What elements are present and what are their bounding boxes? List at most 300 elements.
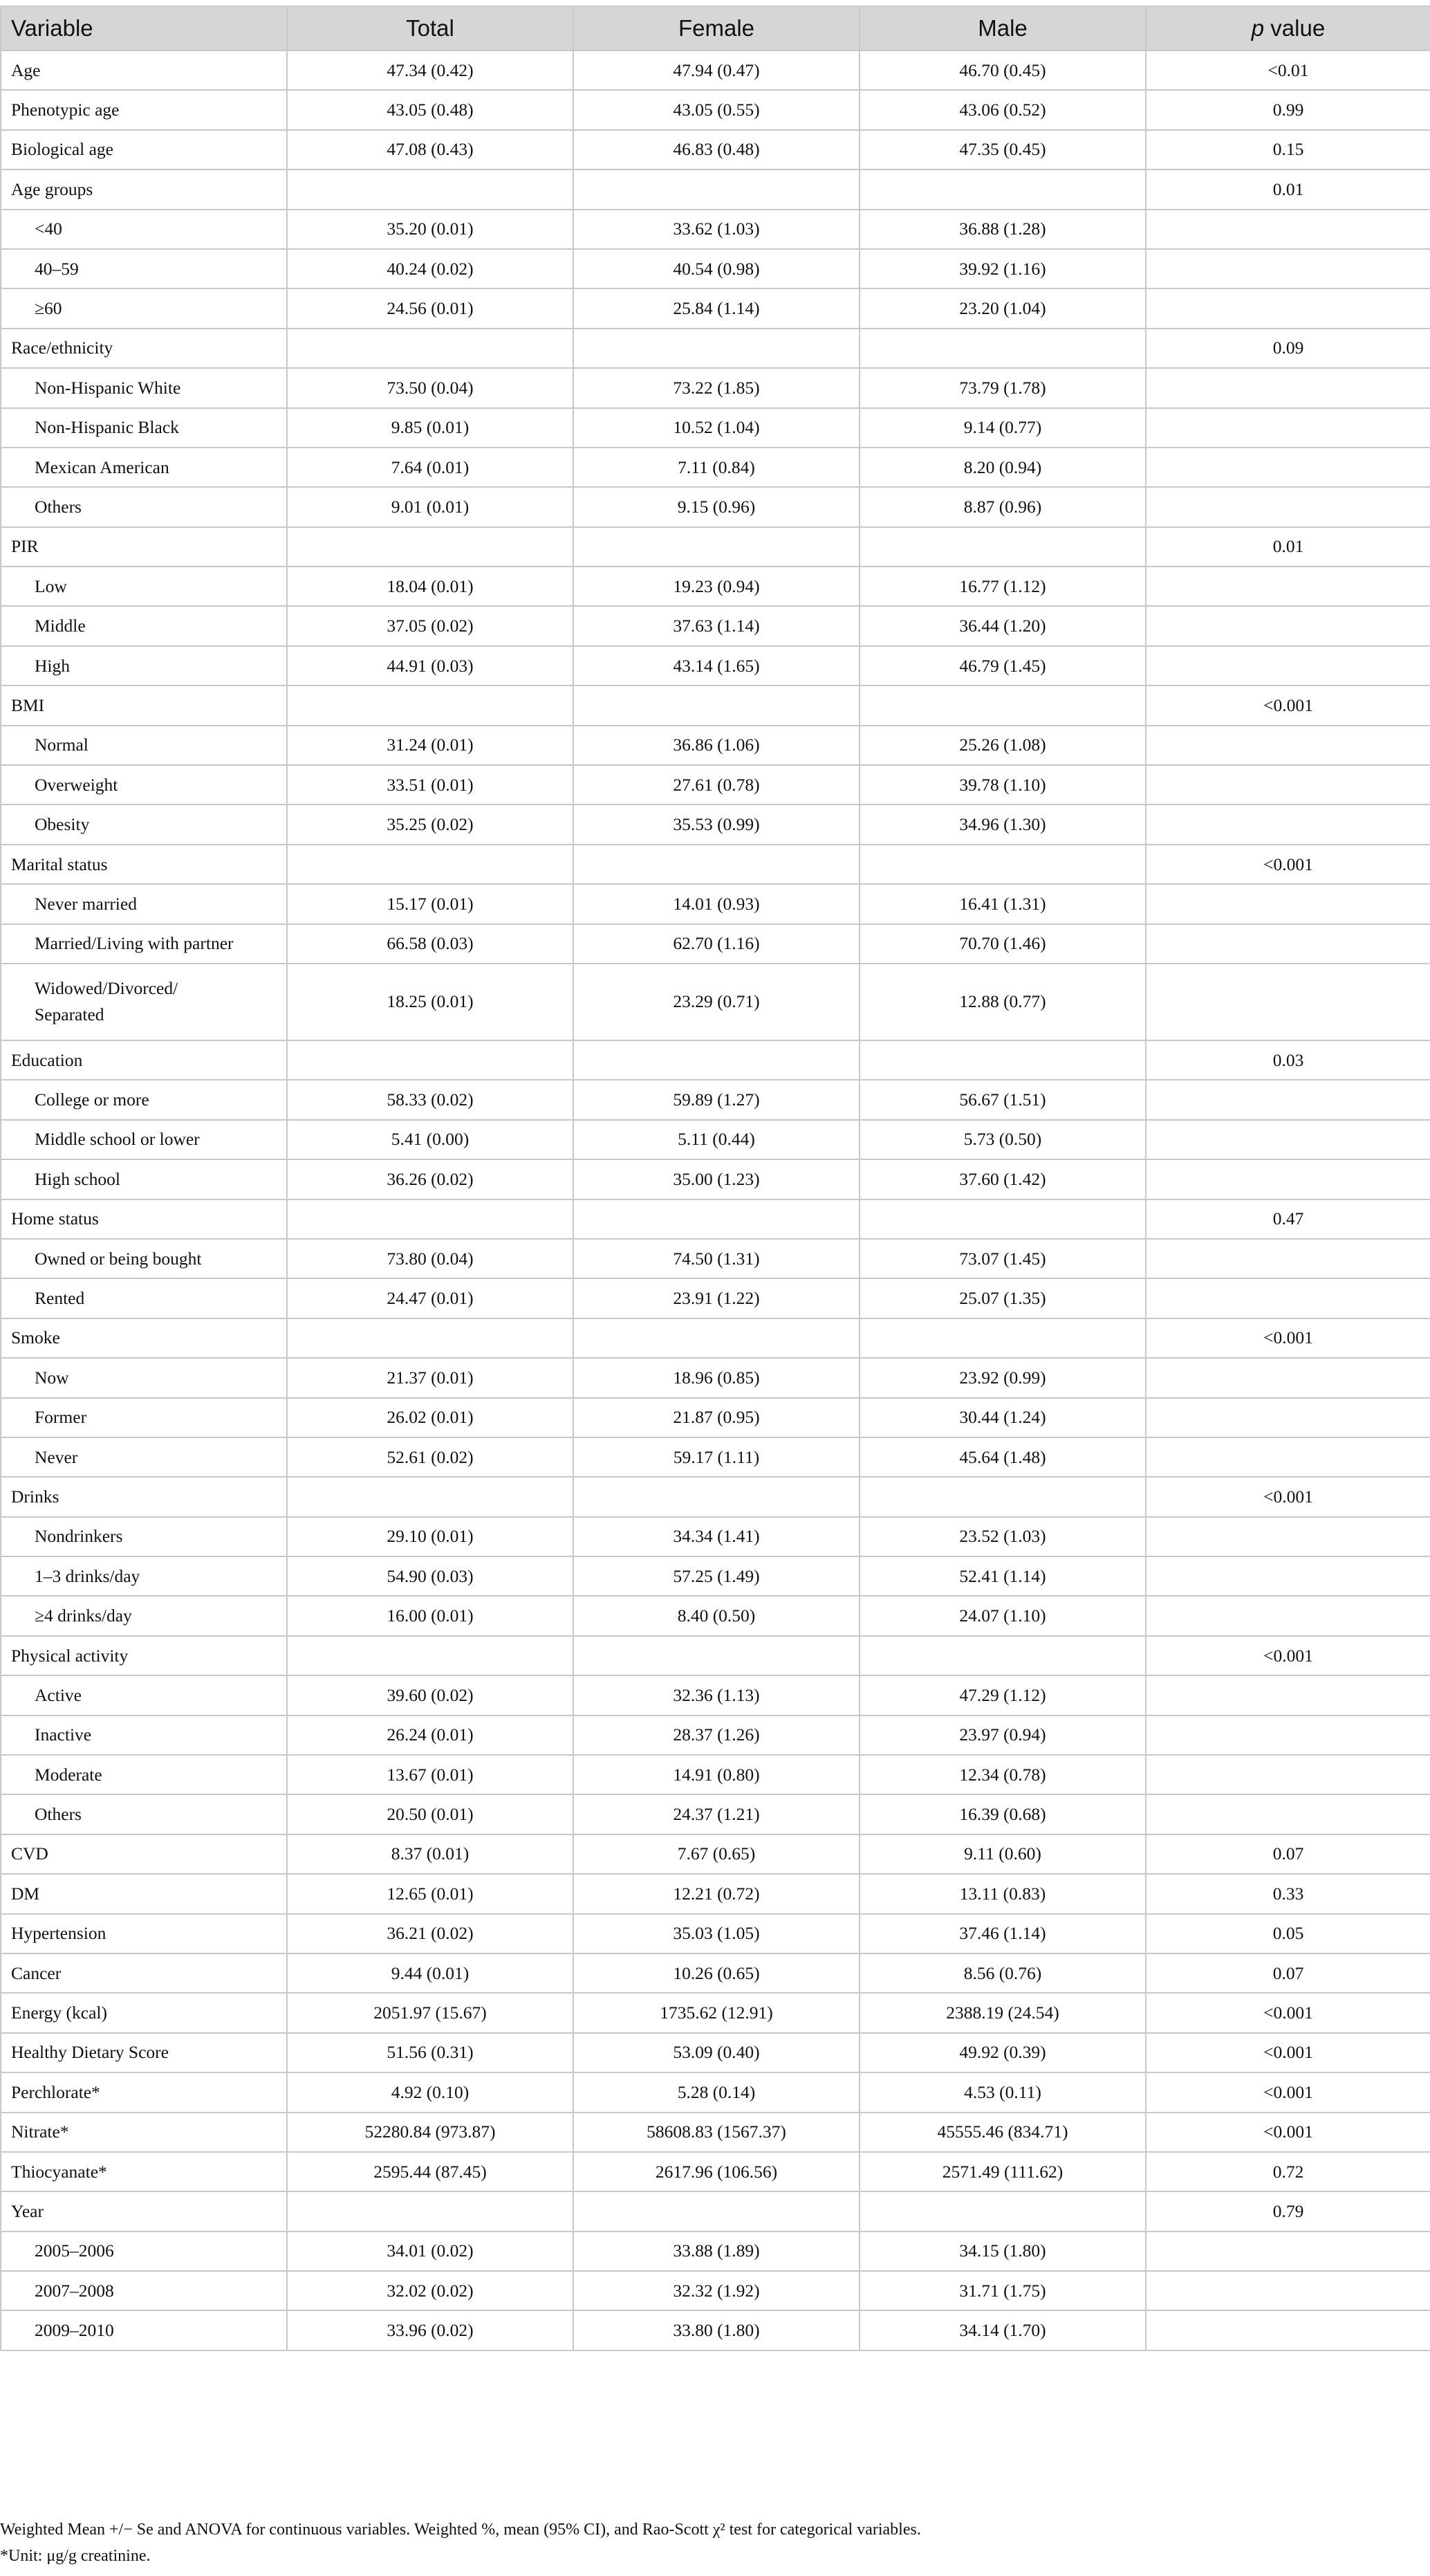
cell-total: 13.67 (0.01) <box>287 1755 573 1794</box>
row-label <box>1 448 287 487</box>
cell-total <box>287 169 573 209</box>
row-label <box>1 368 287 407</box>
cell-male: 46.79 (1.45) <box>860 646 1146 686</box>
cell-total: 15.17 (0.01) <box>287 884 573 923</box>
cell-male: 36.44 (1.20) <box>860 606 1146 645</box>
cell-p-value: 0.79 <box>1146 2191 1430 2231</box>
table-row <box>1 1874 1430 1913</box>
cell-p-value <box>1146 1556 1430 1596</box>
cell-male: 34.96 (1.30) <box>860 804 1146 844</box>
row-label-text: Biological age <box>11 139 113 160</box>
row-label-text: Mexican American <box>35 457 169 477</box>
cell-total: 12.65 (0.01) <box>287 1874 573 1913</box>
cell-female: 33.88 (1.89) <box>573 2232 860 2271</box>
cell-male: 73.07 (1.45) <box>860 1239 1146 1278</box>
cell-female: 8.40 (0.50) <box>573 1596 860 1635</box>
row-label-text: CVD <box>11 1843 48 1864</box>
cell-total: 16.00 (0.01) <box>287 1596 573 1635</box>
cell-female: 58608.83 (1567.37) <box>573 2113 860 2152</box>
cell-total: 47.34 (0.42) <box>287 50 573 90</box>
cell-p-value: 0.07 <box>1146 1953 1430 1993</box>
row-label <box>1 2152 287 2191</box>
row-label-text: Smoke <box>11 1327 60 1348</box>
table-row <box>1 1914 1430 1953</box>
row-label-text: Widowed/Divorced/ <box>35 977 178 998</box>
row-label <box>1 2113 287 2152</box>
table-row <box>1 924 1430 964</box>
cell-female: 10.26 (0.65) <box>573 1953 860 1993</box>
row-label <box>1 765 287 804</box>
cell-p-value <box>1146 368 1430 407</box>
table-row <box>1 1755 1430 1794</box>
table-row <box>1 606 1430 645</box>
cell-p-value: 0.07 <box>1146 1834 1430 1874</box>
row-label-text: Former <box>35 1407 87 1428</box>
cell-male: 47.29 (1.12) <box>860 1675 1146 1715</box>
cell-total: 40.24 (0.02) <box>287 249 573 288</box>
table-row <box>1 1953 1430 1993</box>
table-body <box>1 50 1430 2350</box>
header-p-rest: value <box>1264 15 1326 41</box>
cell-total <box>287 1040 573 1080</box>
table-row <box>1 1159 1430 1199</box>
row-label-text: Education <box>11 1049 83 1070</box>
cell-female: 46.83 (0.48) <box>573 130 860 169</box>
row-label <box>1 2072 287 2112</box>
row-label-text: Never married <box>35 893 137 914</box>
cell-p-value <box>1146 2232 1430 2271</box>
cell-p-value: <0.001 <box>1146 1477 1430 1516</box>
row-label-text: Owned or being bought <box>35 1248 202 1269</box>
cell-total: 2051.97 (15.67) <box>287 1993 573 2032</box>
table-row <box>1 2033 1430 2072</box>
table-row <box>1 527 1430 567</box>
cell-female <box>573 2191 860 2231</box>
table-row <box>1 487 1430 526</box>
cell-male <box>860 1318 1146 1358</box>
row-label <box>1 408 287 448</box>
cell-p-value <box>1146 1398 1430 1437</box>
row-label-text: Others <box>35 1804 82 1825</box>
row-label-text: Thiocyanate* <box>11 2161 107 2182</box>
table-row <box>1 2310 1430 2350</box>
cell-p-value <box>1146 1358 1430 1397</box>
cell-female: 36.86 (1.06) <box>573 726 860 765</box>
cell-p-value: <0.001 <box>1146 1993 1430 2032</box>
cell-female: 43.05 (0.55) <box>573 90 860 129</box>
row-label-text: Energy (kcal) <box>11 2003 108 2023</box>
table-row <box>1 1398 1430 1437</box>
cell-p-value: 0.03 <box>1146 1040 1430 1080</box>
cell-male: 23.97 (0.94) <box>860 1715 1146 1755</box>
cell-male: 9.11 (0.60) <box>860 1834 1146 1874</box>
cell-female: 12.21 (0.72) <box>573 1874 860 1913</box>
cell-male: 39.92 (1.16) <box>860 249 1146 288</box>
cell-male: 12.88 (0.77) <box>860 964 1146 1040</box>
cell-male: 4.53 (0.11) <box>860 2072 1146 2112</box>
row-label <box>1 884 287 923</box>
table-row <box>1 288 1430 328</box>
table-row <box>1 1993 1430 2032</box>
cell-p-value <box>1146 487 1430 526</box>
table-row <box>1 884 1430 923</box>
row-label <box>1 845 287 884</box>
row-label <box>1 50 287 90</box>
cell-female: 53.09 (0.40) <box>573 2033 860 2072</box>
row-label <box>1 2033 287 2072</box>
cell-total: 32.02 (0.02) <box>287 2271 573 2310</box>
table-row <box>1 2072 1430 2112</box>
row-label <box>1 249 287 288</box>
row-label <box>1 288 287 328</box>
row-label <box>1 2232 287 2271</box>
table-header-row <box>1 6 1430 50</box>
cell-male: 73.79 (1.78) <box>860 368 1146 407</box>
cell-p-value: 0.01 <box>1146 527 1430 567</box>
cell-total: 21.37 (0.01) <box>287 1358 573 1397</box>
table-row <box>1 1318 1430 1358</box>
row-label-text: 2005–2006 <box>35 2241 114 2261</box>
table-row <box>1 1239 1430 1278</box>
table-row <box>1 90 1430 129</box>
cell-total: 35.25 (0.02) <box>287 804 573 844</box>
cell-female: 19.23 (0.94) <box>573 567 860 606</box>
row-label-text: Low <box>35 576 67 596</box>
row-label <box>1 804 287 844</box>
row-label-text: Drinks <box>11 1486 59 1507</box>
row-label <box>1 1199 287 1239</box>
cell-total <box>287 686 573 725</box>
cell-total <box>287 527 573 567</box>
row-label-text: Non-Hispanic Black <box>35 417 179 438</box>
cell-male <box>860 527 1146 567</box>
row-label-text: Inactive <box>35 1724 92 1745</box>
row-label <box>1 2191 287 2231</box>
cell-total: 29.10 (0.01) <box>287 1517 573 1556</box>
cell-p-value <box>1146 2271 1430 2310</box>
cell-p-value: <0.001 <box>1146 2072 1430 2112</box>
cell-female: 14.91 (0.80) <box>573 1755 860 1794</box>
cell-p-value: <0.01 <box>1146 50 1430 90</box>
cell-female <box>573 686 860 725</box>
row-label-text: Perchlorate* <box>11 2081 100 2102</box>
table-row <box>1 1794 1430 1834</box>
row-label-text: High <box>35 655 70 676</box>
row-label-text: Rented <box>35 1288 85 1309</box>
cell-female: 35.53 (0.99) <box>573 804 860 844</box>
cell-total <box>287 1318 573 1358</box>
row-label-text: Active <box>35 1684 82 1705</box>
table-row <box>1 845 1430 884</box>
row-label <box>1 527 287 567</box>
row-label-text: Race/ethnicity <box>11 338 113 358</box>
cell-male: 9.14 (0.77) <box>860 408 1146 448</box>
header-total: Total <box>287 6 573 50</box>
cell-total: 34.01 (0.02) <box>287 2232 573 2271</box>
cell-p-value <box>1146 249 1430 288</box>
cell-p-value: 0.09 <box>1146 329 1430 368</box>
row-label <box>1 1517 287 1556</box>
cell-male <box>860 169 1146 209</box>
table-row <box>1 329 1430 368</box>
row-label-text: BMI <box>11 694 45 715</box>
table-row <box>1 726 1430 765</box>
cell-female <box>573 329 860 368</box>
row-label-text: Others <box>35 496 82 517</box>
row-label-text: Cancer <box>11 1962 62 1983</box>
cell-female: 27.61 (0.78) <box>573 765 860 804</box>
cell-female <box>573 1636 860 1675</box>
cell-total: 33.96 (0.02) <box>287 2310 573 2350</box>
cell-total: 66.58 (0.03) <box>287 924 573 964</box>
cell-total: 9.85 (0.01) <box>287 408 573 448</box>
table-row <box>1 646 1430 686</box>
cell-male <box>860 1477 1146 1516</box>
cell-total <box>287 2191 573 2231</box>
cell-total: 20.50 (0.01) <box>287 1794 573 1834</box>
cell-female <box>573 1477 860 1516</box>
cell-male: 16.41 (1.31) <box>860 884 1146 923</box>
table-row <box>1 2232 1430 2271</box>
cell-male: 23.20 (1.04) <box>860 288 1146 328</box>
cell-male: 12.34 (0.78) <box>860 1755 1146 1794</box>
cell-female: 21.87 (0.95) <box>573 1398 860 1437</box>
cell-p-value <box>1146 606 1430 645</box>
table-row <box>1 1437 1430 1477</box>
cell-p-value <box>1146 924 1430 964</box>
table-row <box>1 1596 1430 1635</box>
cell-p-value: 0.15 <box>1146 130 1430 169</box>
table-row <box>1 130 1430 169</box>
table-row <box>1 804 1430 844</box>
table-row <box>1 1834 1430 1874</box>
cell-female: 74.50 (1.31) <box>573 1239 860 1278</box>
cell-male: 25.26 (1.08) <box>860 726 1146 765</box>
row-label <box>1 487 287 526</box>
cell-p-value <box>1146 1794 1430 1834</box>
footnote-methods: Weighted Mean +/− Se and ANOVA for continuous variables. Weighted %, mean (95% CI), and Rao-Scott χ² test for categorical variables. <box>0 2521 921 2539</box>
cell-total: 8.37 (0.01) <box>287 1834 573 1874</box>
table-row <box>1 448 1430 487</box>
cell-p-value <box>1146 1239 1430 1278</box>
cell-female: 35.00 (1.23) <box>573 1159 860 1199</box>
row-label-text: 2007–2008 <box>35 2280 114 2301</box>
table-row <box>1 686 1430 725</box>
cell-total: 33.51 (0.01) <box>287 765 573 804</box>
cell-male: 5.73 (0.50) <box>860 1120 1146 1159</box>
cell-male: 23.52 (1.03) <box>860 1517 1146 1556</box>
cell-total: 2595.44 (87.45) <box>287 2152 573 2191</box>
cell-male: 30.44 (1.24) <box>860 1398 1146 1437</box>
cell-female: 5.28 (0.14) <box>573 2072 860 2112</box>
cell-male <box>860 1199 1146 1239</box>
cell-total: 7.64 (0.01) <box>287 448 573 487</box>
row-label-text: <40 <box>35 219 62 239</box>
row-label <box>1 1080 287 1119</box>
cell-total: 18.04 (0.01) <box>287 567 573 606</box>
cell-male <box>860 686 1146 725</box>
cell-male: 34.14 (1.70) <box>860 2310 1146 2350</box>
table-row <box>1 249 1430 288</box>
cell-total: 5.41 (0.00) <box>287 1120 573 1159</box>
row-label-text: Normal <box>35 735 89 755</box>
row-label-text: Non-Hispanic White <box>35 377 181 398</box>
cell-female: 57.25 (1.49) <box>573 1556 860 1596</box>
row-label-text: High school <box>35 1168 120 1189</box>
cell-total: 73.80 (0.04) <box>287 1239 573 1278</box>
header-variable: Variable <box>1 6 287 50</box>
cell-female: 35.03 (1.05) <box>573 1914 860 1953</box>
row-label-text: Middle school or lower <box>35 1129 200 1150</box>
cell-p-value <box>1146 1278 1430 1318</box>
cell-male: 25.07 (1.35) <box>860 1278 1146 1318</box>
table-row <box>1 567 1430 606</box>
cell-male: 31.71 (1.75) <box>860 2271 1146 2310</box>
row-label <box>1 1398 287 1437</box>
cell-male: 43.06 (0.52) <box>860 90 1146 129</box>
cell-female <box>573 169 860 209</box>
row-label <box>1 567 287 606</box>
cell-male: 49.92 (0.39) <box>860 2033 1146 2072</box>
cell-male: 52.41 (1.14) <box>860 1556 1146 1596</box>
cell-p-value <box>1146 726 1430 765</box>
row-label <box>1 1715 287 1755</box>
table-row <box>1 1199 1430 1239</box>
cell-female <box>573 1040 860 1080</box>
cell-female: 34.34 (1.41) <box>573 1517 860 1556</box>
cell-p-value: <0.001 <box>1146 686 1430 725</box>
table-row <box>1 50 1430 90</box>
cell-male: 8.87 (0.96) <box>860 487 1146 526</box>
row-label-text: PIR <box>11 536 39 557</box>
row-label-text: Healthy Dietary Score <box>11 2042 169 2063</box>
row-label <box>1 1953 287 1993</box>
row-label <box>1 1636 287 1675</box>
cell-total: 26.24 (0.01) <box>287 1715 573 1755</box>
table-row <box>1 1556 1430 1596</box>
cell-p-value: 0.33 <box>1146 1874 1430 1913</box>
cell-female: 62.70 (1.16) <box>573 924 860 964</box>
row-label-text: Obesity <box>35 814 90 835</box>
row-label <box>1 90 287 129</box>
table-container <box>0 6 1430 2351</box>
cell-total: 43.05 (0.48) <box>287 90 573 129</box>
table-row <box>1 1120 1430 1159</box>
row-label <box>1 1556 287 1596</box>
row-label <box>1 1874 287 1913</box>
cell-male: 37.60 (1.42) <box>860 1159 1146 1199</box>
row-label-text: Year <box>11 2201 44 2221</box>
cell-male: 16.39 (0.68) <box>860 1794 1146 1834</box>
row-label <box>1 1596 287 1635</box>
row-label-text: Overweight <box>35 774 118 795</box>
table-row <box>1 210 1430 249</box>
cell-female: 32.36 (1.13) <box>573 1675 860 1715</box>
cell-p-value <box>1146 884 1430 923</box>
cell-total <box>287 845 573 884</box>
table-row <box>1 1477 1430 1516</box>
cell-total: 52280.84 (973.87) <box>287 2113 573 2152</box>
row-label <box>1 1755 287 1794</box>
table-row <box>1 408 1430 448</box>
row-label <box>1 1675 287 1715</box>
footnotes <box>0 2517 1430 2569</box>
cell-total <box>287 329 573 368</box>
cell-p-value: 0.99 <box>1146 90 1430 129</box>
cell-total: 9.44 (0.01) <box>287 1953 573 1993</box>
cell-male: 23.92 (0.99) <box>860 1358 1146 1397</box>
row-label-text: Now <box>35 1367 69 1388</box>
row-label-text: Nondrinkers <box>35 1526 123 1547</box>
cell-female: 18.96 (0.85) <box>573 1358 860 1397</box>
cell-p-value: <0.001 <box>1146 1636 1430 1675</box>
cell-p-value <box>1146 964 1430 1040</box>
cell-total: 36.21 (0.02) <box>287 1914 573 1953</box>
cell-p-value <box>1146 210 1430 249</box>
cell-male: 16.77 (1.12) <box>860 567 1146 606</box>
cell-total: 36.26 (0.02) <box>287 1159 573 1199</box>
table-row <box>1 1517 1430 1556</box>
cell-female: 10.52 (1.04) <box>573 408 860 448</box>
cell-male: 45555.46 (834.71) <box>860 2113 1146 2152</box>
row-label <box>1 1278 287 1318</box>
cell-male: 56.67 (1.51) <box>860 1080 1146 1119</box>
cell-total <box>287 1477 573 1516</box>
cell-p-value <box>1146 804 1430 844</box>
cell-total: 24.56 (0.01) <box>287 288 573 328</box>
row-label-text: Phenotypic age <box>11 100 120 120</box>
row-label <box>1 130 287 169</box>
row-label <box>1 686 287 725</box>
cell-p-value <box>1146 1437 1430 1477</box>
cell-p-value: 0.47 <box>1146 1199 1430 1239</box>
cell-female: 1735.62 (12.91) <box>573 1993 860 2032</box>
cell-p-value <box>1146 448 1430 487</box>
cell-female: 9.15 (0.96) <box>573 487 860 526</box>
row-label <box>1 964 287 1040</box>
cell-total <box>287 1199 573 1239</box>
cell-female: 2617.96 (106.56) <box>573 2152 860 2191</box>
cell-female: 37.63 (1.14) <box>573 606 860 645</box>
row-label <box>1 329 287 368</box>
cell-male: 37.46 (1.14) <box>860 1914 1146 1953</box>
cell-female: 40.54 (0.98) <box>573 249 860 288</box>
characteristics-table <box>0 6 1430 2351</box>
cell-male <box>860 2191 1146 2231</box>
cell-female <box>573 1199 860 1239</box>
table-row <box>1 765 1430 804</box>
header-p-value <box>1146 6 1430 50</box>
cell-p-value <box>1146 288 1430 328</box>
cell-female: 47.94 (0.47) <box>573 50 860 90</box>
row-label-text: College or more <box>35 1089 149 1110</box>
cell-total: 37.05 (0.02) <box>287 606 573 645</box>
cell-female <box>573 845 860 884</box>
cell-female: 59.89 (1.27) <box>573 1080 860 1119</box>
row-label <box>1 606 287 645</box>
cell-p-value <box>1146 1120 1430 1159</box>
cell-male: 13.11 (0.83) <box>860 1874 1146 1913</box>
row-label <box>1 2271 287 2310</box>
cell-total: 54.90 (0.03) <box>287 1556 573 1596</box>
cell-p-value: 0.05 <box>1146 1914 1430 1953</box>
row-label-text: Never <box>35 1446 78 1467</box>
cell-total <box>287 1636 573 1675</box>
table-row <box>1 964 1430 1040</box>
cell-p-value <box>1146 646 1430 686</box>
cell-p-value <box>1146 765 1430 804</box>
cell-female: 7.67 (0.65) <box>573 1834 860 1874</box>
